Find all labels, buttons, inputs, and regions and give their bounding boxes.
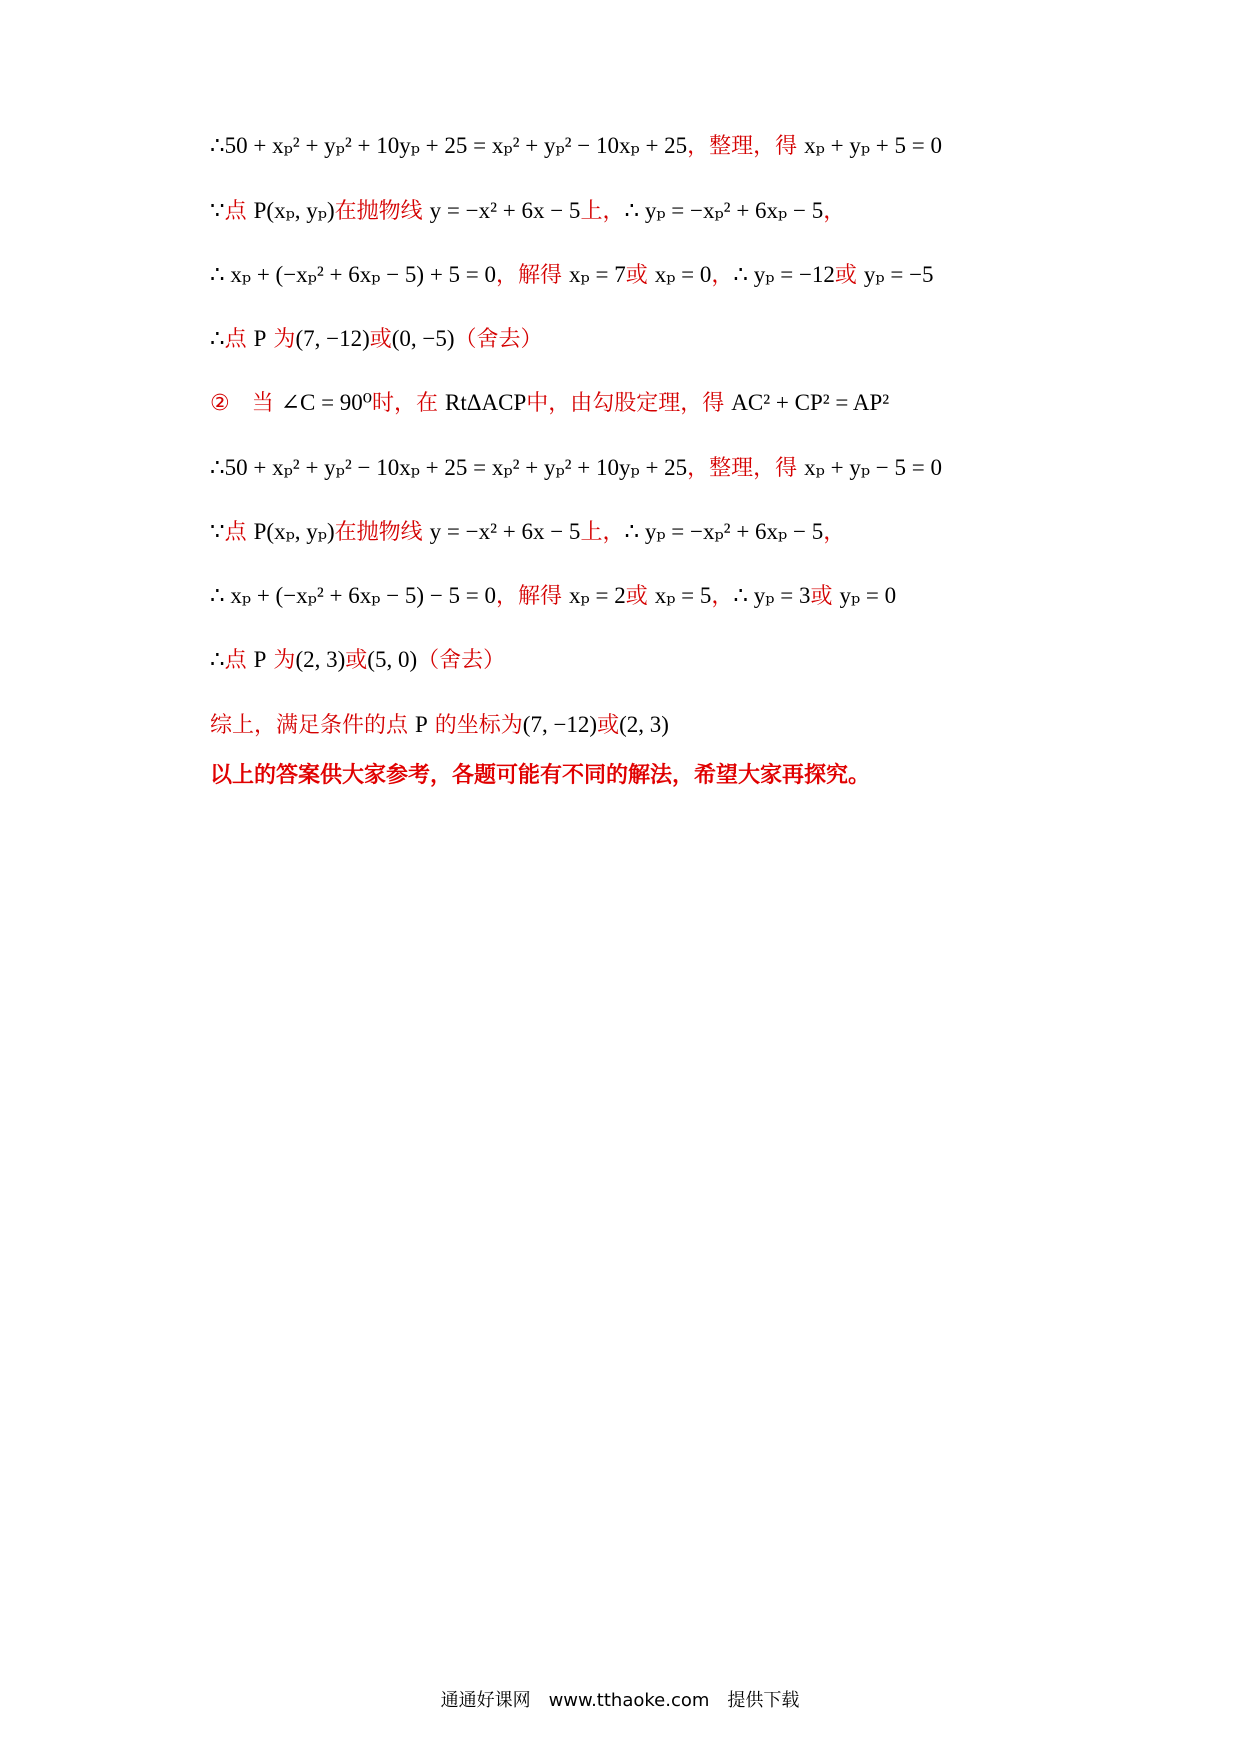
math-expression: (2, 3) [295,647,346,672]
text-segment: ， [711,263,734,288]
text-segment: 或 [625,263,655,288]
math-expression: ∴ xₚ + (−xₚ² + 6xₚ − 5) − 5 = 0 [210,583,497,608]
math-expression: yₚ = 0 [839,583,897,608]
math-expression: ∴ yₚ = −12 [733,262,835,287]
math-expression: P [415,712,428,737]
solution-line [210,708,669,743]
text-segment: ② 当 [210,391,281,416]
solution-line [210,194,845,229]
text-segment: （舍去） [417,648,506,673]
text-segment: 或 [834,263,864,288]
math-expression: ∴ yₚ = 3 [733,583,811,608]
math-expression: ∴50 + xₚ² + yₚ² + 10yₚ + 25 = xₚ² + yₚ² − 10xₚ + 25 [210,133,688,158]
math-expression: ∵ [210,519,225,544]
math-expression: y = −x² + 6x − 5 [429,519,581,544]
text-segment: 或 [597,713,620,738]
text-segment: 为 [266,648,296,673]
math-expression: y = −x² + 6x − 5 [429,198,581,223]
text-segment: 点 [224,520,254,545]
math-expression: (2, 3) [619,712,669,737]
solution-line [210,579,896,614]
math-expression: ∴50 + xₚ² + yₚ² − 10xₚ + 25 = xₚ² + yₚ² + 10yₚ + 25 [210,455,688,480]
math-expression: ∴ [210,647,225,672]
text-segment: ，解得 [496,584,570,609]
text-segment: ，整理，得 [687,456,805,481]
math-expression: AC² + CP² = AP² [731,390,890,415]
solution-line [210,643,505,678]
text-segment: 为 [266,327,296,352]
text-segment: （舍去） [454,327,543,352]
text-segment: 中，由勾股定理，得 [526,391,732,416]
text-segment: 时，在 [372,391,446,416]
math-expression: ∴ [210,326,225,351]
solution-line [210,451,942,486]
math-expression: (7, −12) [295,326,370,351]
math-expression: (7, −12) [522,712,598,737]
text-segment: 上， [580,199,625,224]
math-expression: (0, −5) [391,326,455,351]
text-segment: 或 [369,327,392,352]
solution-line [210,322,543,357]
text-segment: 点 [224,648,254,673]
page-footer: 通通好课网 www.tthaoke.com 提供下载 [440,1690,800,1711]
math-expression: ∠C = 90⁰ [280,390,373,415]
math-expression: xₚ = 0 [654,262,712,287]
math-expression: P [253,326,267,351]
math-expression: ∴ yₚ = −xₚ² + 6xₚ − 5 [624,198,824,223]
math-expression: P [253,647,267,672]
math-expression: P(xₚ, yₚ) [253,198,335,223]
text-segment: ， [711,584,734,609]
text-segment: ，解得 [496,263,570,288]
text-segment: 或 [625,584,655,609]
math-expression: ∴ xₚ + (−xₚ² + 6xₚ − 5) + 5 = 0 [210,262,497,287]
text-segment: 或 [345,648,368,673]
solution-line [210,386,889,421]
solution-line [210,129,942,164]
math-expression: xₚ = 5 [654,583,712,608]
math-expression: ∴ yₚ = −xₚ² + 6xₚ − 5 [624,519,824,544]
text-segment: 的坐标为 [427,713,523,738]
math-expression: (5, 0) [367,647,418,672]
text-segment: 在抛物线 [334,520,430,545]
math-expression: xₚ + yₚ − 5 = 0 [804,455,942,480]
math-expression: ∵ [210,198,225,223]
text-segment: ，整理，得 [687,134,805,159]
text-segment: 点 [224,327,254,352]
math-expression: yₚ = −5 [863,262,934,287]
math-expression: P(xₚ, yₚ) [253,519,335,544]
text-segment: 上， [580,520,625,545]
math-expression: RtΔACP [445,390,527,415]
closing-note: 以上的答案供大家参考，各题可能有不同的解法，希望大家再探究。 [210,763,871,788]
solution-line [210,758,870,793]
math-expression: xₚ = 7 [569,262,626,287]
text-segment: 综上，满足条件的点 [210,713,415,738]
text-segment: 点 [224,199,254,224]
text-segment: 或 [810,584,840,609]
text-segment: ， [823,199,846,224]
text-segment: 在抛物线 [334,199,430,224]
math-expression: xₚ = 2 [569,583,626,608]
text-segment: ， [823,520,846,545]
math-expression: xₚ + yₚ + 5 = 0 [804,133,942,158]
solution-line [210,515,845,550]
solution-line [210,258,934,293]
